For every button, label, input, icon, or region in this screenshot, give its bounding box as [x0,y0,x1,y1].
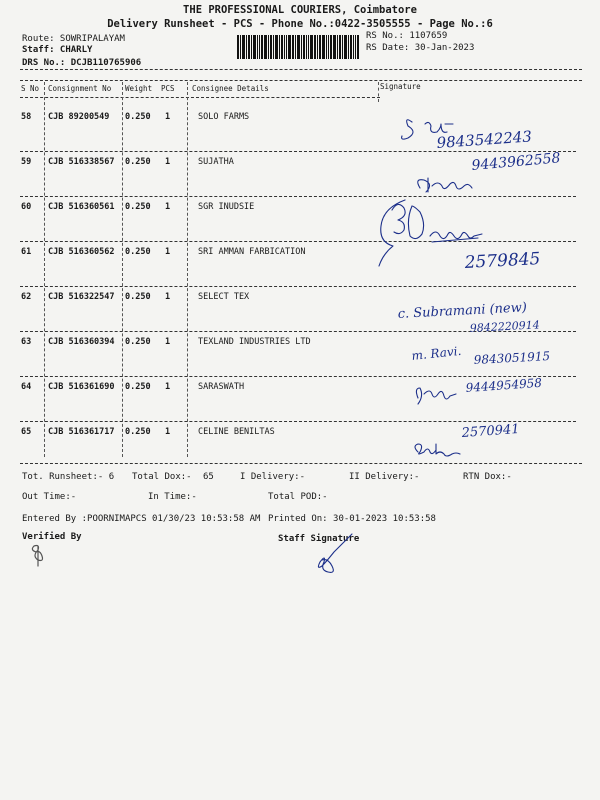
table-row [20,151,576,196]
row-consignment: CJB 516322547 [48,292,115,302]
drs-number: DRS No.: DCJB110765906 [22,58,142,68]
row-pcs: 1 [165,157,171,167]
handwritten-phone: 9444954958 [465,375,543,395]
header-divider [20,69,582,70]
table-row [20,376,576,421]
row-weight: 0.250 [125,427,151,437]
total-runsheet: Tot. Runsheet:- 6 [22,472,115,482]
row-consignment: CJB 516360562 [48,247,115,257]
row-consignee: TEXLAND INDUSTRIES LTD [198,337,311,347]
table-row [20,421,576,466]
col-signature: Signature [380,82,421,91]
header-divider-2 [20,80,582,81]
total-dox-value: 65 [203,472,214,482]
row-sno: 59 [21,157,32,167]
handwritten-name: c. Subramani (new) [397,300,528,322]
row-consignee: SELECT TEX [198,292,250,302]
table-row [20,286,576,331]
staff-signature-label: Staff Signature [278,534,360,544]
handwritten-phone: 2570941 [461,421,521,441]
table-row [20,331,576,376]
table-header [20,82,576,96]
rtn-dox: RTN Dox:- [463,472,512,482]
col-pcs: PCS [161,84,175,93]
row-pcs: 1 [165,202,171,212]
row-sno: 63 [21,337,32,347]
row-consignee: CELINE BENILTAS [198,427,275,437]
out-time: Out Time:- [22,492,77,502]
row-consignee: SARASWATH [198,382,245,392]
row-weight: 0.250 [125,112,151,122]
verified-by: Verified By [22,532,82,542]
row-pcs: 1 [165,292,171,302]
table-row [20,106,576,151]
col-consignment: Consignment No [48,84,112,93]
i-delivery: I Delivery:- [240,472,306,482]
row-pcs: 1 [165,112,171,122]
row-consignment: CJB 516361690 [48,382,115,392]
handwritten-phone: 9842220914 [469,318,541,335]
handwritten-phone: 9843051915 [473,349,551,367]
header-underline [20,97,380,98]
row-sno: 58 [21,112,32,122]
table-bottom-divider [20,463,582,464]
col-separator [378,82,379,102]
handwritten-phone: 9443962558 [470,150,562,174]
table-row [20,241,576,286]
row-sno: 61 [21,247,32,257]
row-consignee: SRI AMMAN FARBICATION [198,247,306,257]
in-time: In Time:- [148,492,197,502]
row-weight: 0.250 [125,247,151,257]
row-pcs: 1 [165,337,171,347]
row-consignment: CJB 516338567 [48,157,115,167]
runsheet-title: Delivery Runsheet - PCS - Phone No.:0422-3505555 - Page No.:6 [107,18,493,30]
verifier-mark [32,546,42,567]
row-consignment: CJB 89200549 [48,112,110,122]
row-weight: 0.250 [125,382,151,392]
table-row [20,196,576,241]
row-pcs: 1 [165,427,171,437]
handwritten-phone: 2579845 [464,249,541,273]
row-consignment: CJB 516361717 [48,427,115,437]
barcode-image [237,35,359,59]
staff-label: Staff: CHARLY [22,45,93,55]
row-pcs: 1 [165,382,171,392]
row-sno: 65 [21,427,32,437]
entered-by: Entered By :POORNIMAPCS 01/30/23 10:53:58 AM [22,514,261,524]
printed-on: Printed On: 30-01-2023 10:53:58 [268,514,436,524]
row-weight: 0.250 [125,157,151,167]
total-pod: Total POD:- [268,492,328,502]
row-weight: 0.250 [125,202,151,212]
row-sno: 64 [21,382,32,392]
row-sno: 62 [21,292,32,302]
row-consignment: CJB 516360394 [48,337,115,347]
row-consignee: SUJATHA [198,157,234,167]
ii-delivery: II Delivery:- [349,472,420,482]
row-consignee: SOLO FARMS [198,112,250,122]
company-title: THE PROFESSIONAL COURIERS, Coimbatore [183,4,417,16]
handwritten-note: m. Ravi. [410,343,462,363]
handwritten-phone: 9843542243 [436,127,533,152]
col-consignee: Consignee Details [192,84,269,93]
row-weight: 0.250 [125,337,151,347]
row-pcs: 1 [165,247,171,257]
row-sno: 60 [21,202,32,212]
route-label: Route: SOWRIPALAYAM [22,34,125,44]
row-consignment: CJB 516360561 [48,202,115,212]
rs-number: RS No.: 1107659 [366,31,448,41]
rs-date: RS Date: 30-Jan-2023 [366,43,475,53]
total-dox-label: Total Dox:- [132,472,192,482]
row-weight: 0.250 [125,292,151,302]
col-weight: Weight [125,84,153,93]
row-consignee: SGR INUDSIE [198,202,255,212]
col-sno: S No [21,84,40,93]
